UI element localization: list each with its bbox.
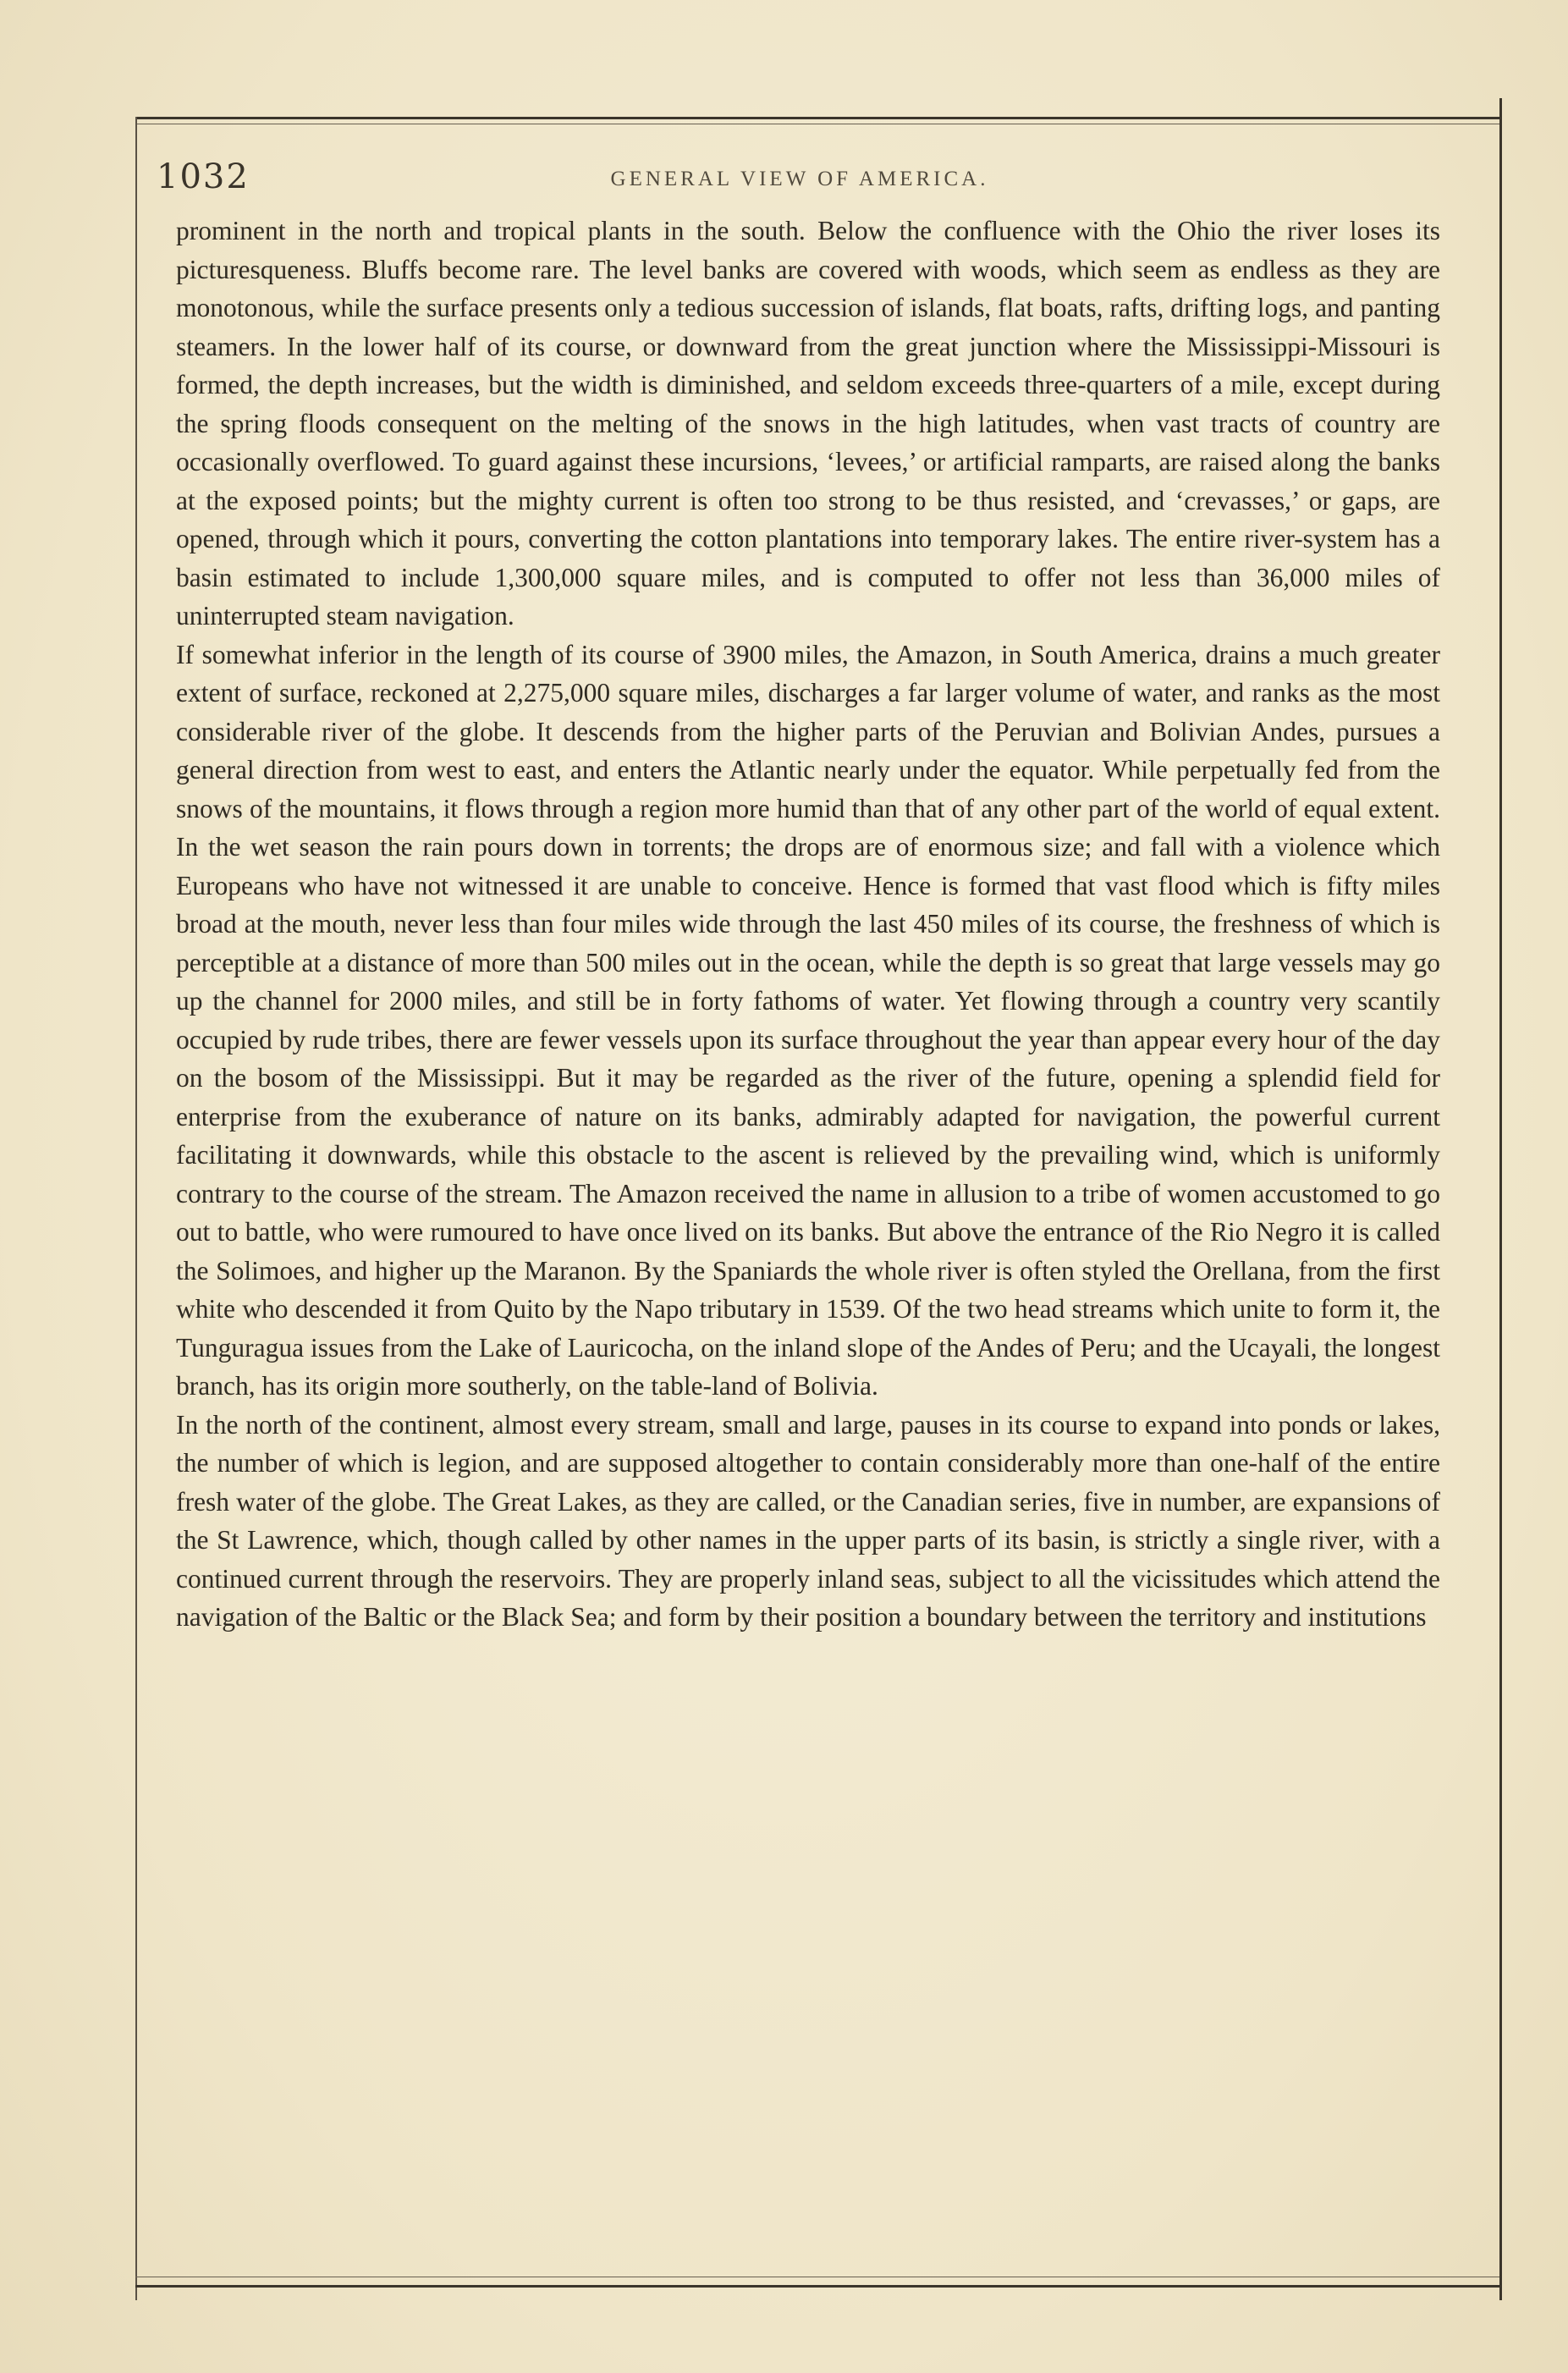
top-rule	[135, 117, 1499, 119]
page-number: 1032	[157, 157, 250, 196]
body-text	[176, 212, 1440, 1637]
right-frame-line	[1499, 98, 1502, 2300]
running-head: GENERAL VIEW OF AMERICA.	[610, 168, 989, 190]
paragraph-mississippi: prominent in the north and tropical plants in the south. Below the confluence with the Ohio the river loses its picturesqueness. Bluffs become rare. The level banks are covered with woods, which seem as endless as they are monotonous, while the surface presents only a tedious succession of islands, flat boats, rafts, drifting logs, and panting steamers. In the lower half of its course, or downward from the great junction where the Mississippi-Missouri is formed, the depth increases, but the width is diminished, and seldom exceeds three-quarters of a mile, except during the spring floods consequent on the melting of the snows in the high latitudes, when vast tracts of country are occasionally overflowed. To guard against these incursions, ‘levees,’ or artificial ramparts, are raised along the banks at the exposed points; but the mighty current is often too strong to be thus resisted, and ‘crevasses,’ or gaps, are opened, through which it pours, converting the cotton plantations into temporary lakes. The entire river-system has a basin estimated to include 1,300,000 square miles, and is computed to offer not less than 36,000 miles of uninterrupted steam navigation.	[176, 216, 1440, 630]
paragraph-amazon: If somewhat inferior in the length of its course of 3900 miles, the Amazon, in South America, drains a much greater extent of surface, reckoned at 2,275,000 square miles, discharges a far larger volume of water, and ranks as the most considerable river of the globe. It descends from the higher parts of the Peruvian and Bolivian Andes, pursues a general direction from west to east, and enters the Atlantic nearly under the equator. While perpetually fed from the snows of the mountains, it flows through a region more humid than that of any other part of the world of equal extent. In the wet season the rain pours down in torrents; the drops are of enormous size; and fall with a violence which Europeans who have not witnessed it are unable to conceive. Hence is formed that vast flood which is fifty miles broad at the mouth, never less than four miles wide through the last 450 miles of its course, the freshness of which is perceptible at a distance of more than 500 miles out in the ocean, while the depth is so great that large vessels may go up the channel for 2000 miles, and still be in forty fathoms of water. Yet flowing through a country very scantily occupied by rude tribes, there are fewer vessels upon its surface throughout the year than appear every hour of the day on the bosom of the Mississippi. But it may be regarded as the river of the future, opening a splendid field for enterprise from the exuberance of nature on its banks, admirably adapted for navigation, the powerful current facilitating it downwards, while this obstacle to the ascent is relieved by the prevailing wind, which is uniformly contrary to the course of the stream. The Amazon received the name in allusion to a tribe of women accustomed to go out to battle, who were rumoured to have once lived on its banks. But above the entrance of the Rio Negro it is called the Solimoes, and higher up the Maranon. By the Spaniards the whole river is often styled the Orellana, from the first white who descended it from Quito by the Napo tributary in 1539. Of the two head streams which unite to form it, the Tunguragua issues from the Lake of Lauricocha, on the inland slope of the Andes of Peru; and the Ucayali, the longest branch, has its origin more southerly, on the table-land of Bolivia.	[176, 639, 1440, 1401]
page-header	[157, 157, 1443, 200]
left-frame-line	[135, 117, 137, 2300]
bottom-rule	[135, 2285, 1499, 2288]
paragraph-lakes: In the north of the continent, almost every stream, small and large, pauses in its course to expand into ponds or lakes, the number of which is legion, and are supposed altogether to contain considerably more than one-half of the entire fresh water of the globe. The Great Lakes, as they are called, or the Canadian series, five in number, are expansions of the St Lawrence, which, though called by other names in the upper parts of its basin, is strictly a single river, with a continued current through the reservoirs. They are properly inland seas, subject to all the vicissitudes which attend the navigation of the Baltic or the Black Sea; and form by their position a boundary between the territory and institutions	[176, 1409, 1440, 1632]
